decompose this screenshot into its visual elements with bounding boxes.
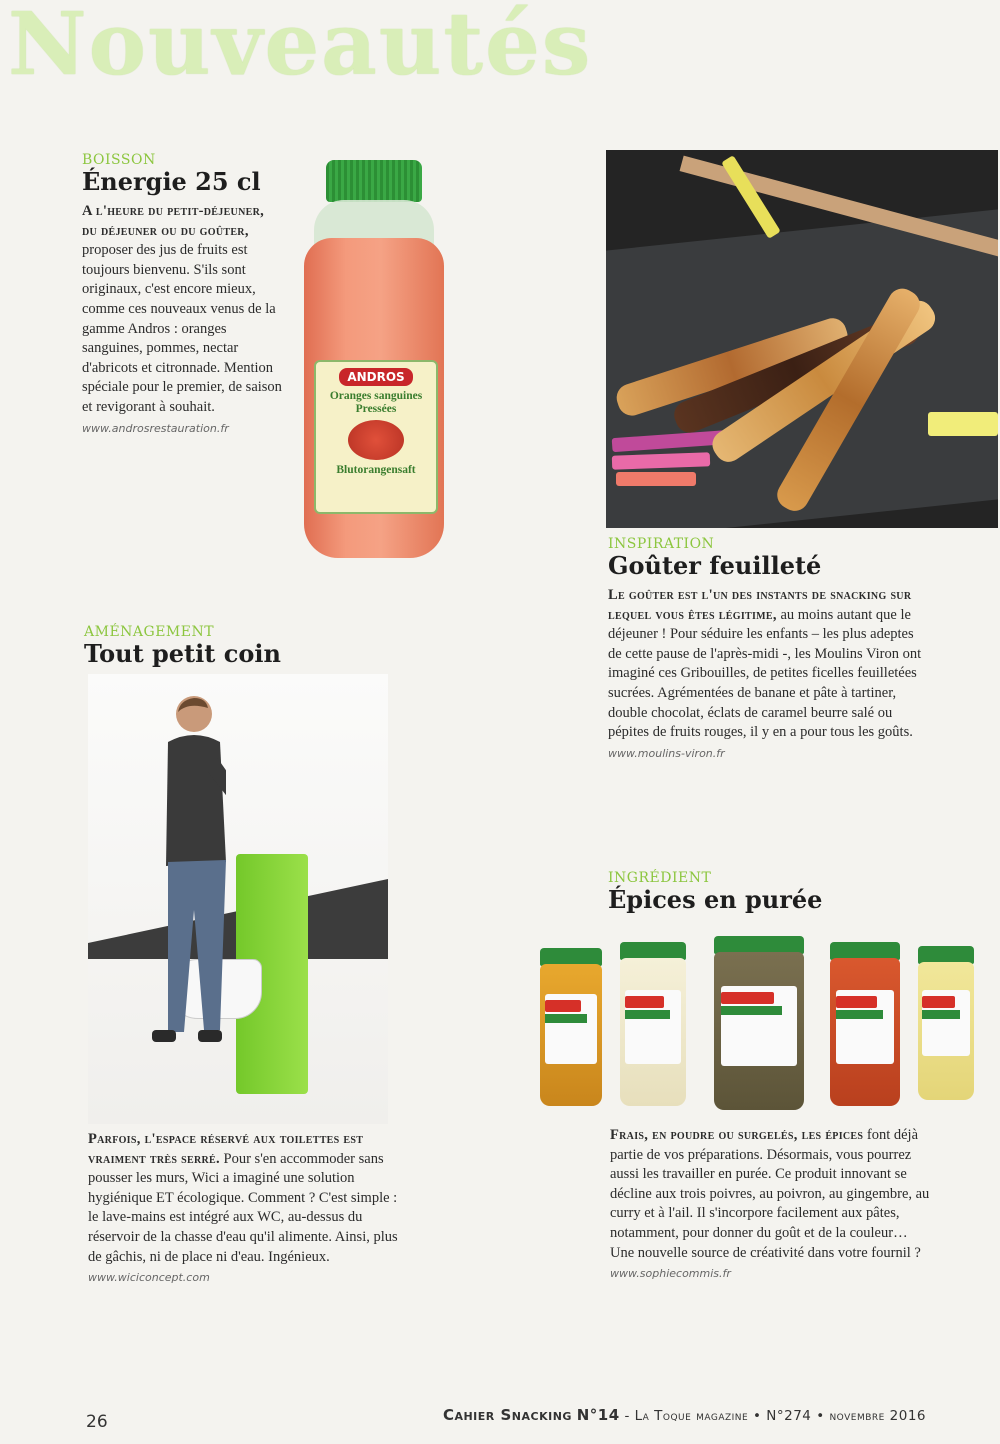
bottle-flavour: Oranges sanguines Pressées [329, 390, 423, 415]
article-headline: Goûter feuilleté [608, 551, 822, 580]
bottle-brand: ANDROS [339, 368, 412, 386]
blood-orange-icon [348, 420, 404, 460]
article-url[interactable]: www.androsrestauration.fr [82, 421, 229, 435]
jar-garlic [620, 942, 686, 1108]
andros-bottle-image [304, 160, 444, 580]
article-url[interactable]: www.sophiecommis.fr [610, 1267, 731, 1281]
person-figure [146, 686, 226, 1086]
bottle-cap [326, 160, 422, 202]
bottle-german-name: Blutorangensaft [336, 464, 416, 476]
article-headline: Tout petit coin [84, 639, 281, 668]
footer-publication: Cahier Snacking N°14 - La Toque magazine • N°274 • novembre 2016 [442, 1406, 926, 1424]
article-lead: Parfois, l'espace réservé aux toilettes est vraiment très serré. [88, 1131, 364, 1167]
article-boisson [82, 152, 282, 435]
article-lead: A l'heure du petit-déjeuner, du déjeuner ou du goûter, [82, 203, 265, 239]
category-label: BOISSON [82, 152, 156, 168]
article-body [82, 202, 282, 418]
jar-pepper [714, 936, 804, 1112]
article-headline: Énergie 25 cl [82, 167, 261, 196]
publication-name: Cahier Snacking [442, 1406, 572, 1424]
category-label: INSPIRATION [608, 536, 715, 552]
issue-year: 2016 [889, 1408, 926, 1424]
article-amenagement-header [84, 624, 364, 674]
article-body [88, 1130, 398, 1267]
wici-sink-photo [88, 674, 388, 1124]
article-body [610, 1126, 930, 1263]
bottle-label [314, 360, 438, 514]
category-label: INGRÉDIENT [608, 870, 712, 886]
spice-jars-photo [530, 936, 990, 1116]
article-inspiration [608, 536, 928, 760]
article-text: au moins autant que le déjeuner ! Pour séduire les enfants – les plus adeptes de cette pause de l'après-midi -, les Moulins Viron ont imaginé ces Gribouilles, de petites ficelles feuilletées sucrées. Agrémentées de banane et pâte à tartiner, double chocolat, éclats de caramel beurre salé ou pépites de fruits rouges, il y en a pour tous les goûts. [608, 606, 922, 741]
article-amenagement-body [88, 1130, 398, 1284]
article-text: Pour s'en accommoder sans pousser les murs, Wici a imaginé une solution hygiénique ET écologique. Comment ? C'est simple : le lave-mains est intégré aux WC, au-dessus du réservoir de la chasse d'eau qu'il alimente. Ainsi, plus de gâchis, ni de place ni d'eau. Ingénieux. [88, 1150, 398, 1265]
article-text: font déjà partie de vos préparations. Désormais, vous pourrez aussi les travailler en purée. Ce produit innovant se décline aux trois poivres, au poivron, au gingembre, au curry et à l'ail. Il s'incorpore facilement aux pâtes, notamment, pour donner du goût et de la couleur… Une nouvelle source de créativité dans votre fournil ? [610, 1127, 930, 1261]
chalk-icon [616, 472, 696, 486]
issue-month: novembre [829, 1408, 885, 1424]
magazine-name: La Toque magazine [634, 1408, 749, 1424]
article-text: proposer des jus de fruits est toujours bienvenu. S'ils sont originaux, c'est encore mieux, comme ces nouveaux venus de la gamme Andros : oranges sanguines, pommes, nectar d'abricots et citronnade. Mention spéciale pour le premier, de saison et revigorant à souhait. [82, 242, 282, 415]
article-lead: Frais, en poudre ou surgelés, les épices [610, 1127, 864, 1143]
article-ingredient-header [608, 870, 908, 920]
category-label: AMÉNAGEMENT [84, 624, 215, 640]
magazine-issue: N°274 [766, 1408, 812, 1424]
chalk-icon [721, 155, 781, 239]
article-ingredient-body [610, 1126, 930, 1280]
pastry-photo [606, 150, 998, 528]
jar-ginger [918, 946, 974, 1102]
article-headline: Épices en purée [608, 885, 823, 914]
article-lead: Le goûter est l'un des instants de snacking sur lequel vous êtes légitime, [608, 587, 912, 623]
page-number: 26 [86, 1412, 108, 1432]
publication-issue: N°14 [576, 1406, 620, 1424]
page-title: Nouveautés [8, 0, 593, 95]
article-url[interactable]: www.moulins-viron.fr [608, 746, 725, 760]
jar-paprika [830, 942, 900, 1108]
article-body [608, 586, 928, 743]
article-url[interactable]: www.wiciconcept.com [88, 1271, 210, 1285]
chalk-icon [928, 412, 998, 436]
jar-curry [540, 948, 602, 1108]
